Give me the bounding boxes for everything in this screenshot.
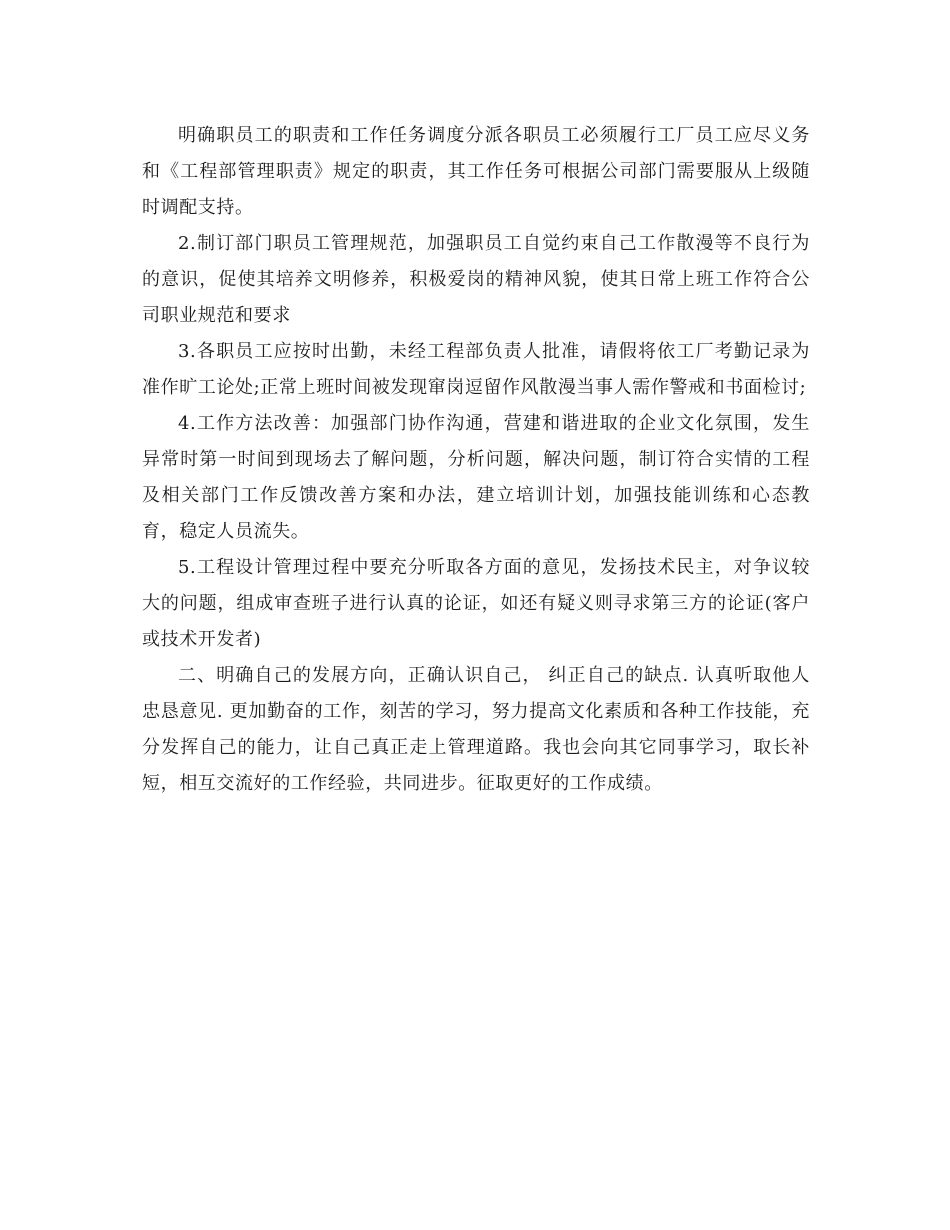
- document-body: [142, 118, 810, 802]
- paragraph-item-3: 3.各职员工应按时出勤，未经工程部负责人批准，请假将依工厂考勤记录为准作旷工论处;正常上班时间被发现窜岗逗留作风散漫当事人需作警戒和书面检讨;: [142, 341, 810, 398]
- paragraph-item-2: 2.制订部门职员工管理规范，加强职员工自觉约束自己工作散漫等不良行为的意识，促使其培养文明修养，积极爱岗的精神风貌，使其日常上班工作符合公司职业规范和要求: [142, 233, 810, 326]
- paragraph-item-5: 5.工程设计管理过程中要充分听取各方面的意见，发扬技术民主，对争议较大的问题，组成审查班子进行认真的论证，如还有疑义则寻求第三方的论证(客户或技术开发者): [142, 557, 810, 650]
- paragraph-duties: 明确职员工的职责和工作任务调度分派各职员工必须履行工厂员工应尽义务和《工程部管理职责》规定的职责，其工作任务可根据公司部门需要服从上级随时调配支持。: [142, 125, 810, 218]
- paragraph-item-4: 4.工作方法改善：加强部门协作沟通，营建和谐进取的企业文化氛围，发生异常时第一时间到现场去了解问题，分析问题，解决问题，制订符合实情的工程及相关部门工作反馈改善方案和办法，建立培训计划，加强技能训练和心态教育，稳定人员流失。: [142, 413, 810, 542]
- paragraph-section-2: 二、明确自己的发展方向，正确认识自己， 纠正自己的缺点. 认真听取他人忠恳意见. 更加勤奋的工作，刻苦的学习，努力提高文化素质和各种工作技能，充分发挥自己的能力，让自己真正走上管理道路。我也会向其它同事学习，取长补短，相互交流好的工作经验，共同进步。征取更好的工作成绩。: [142, 665, 810, 794]
